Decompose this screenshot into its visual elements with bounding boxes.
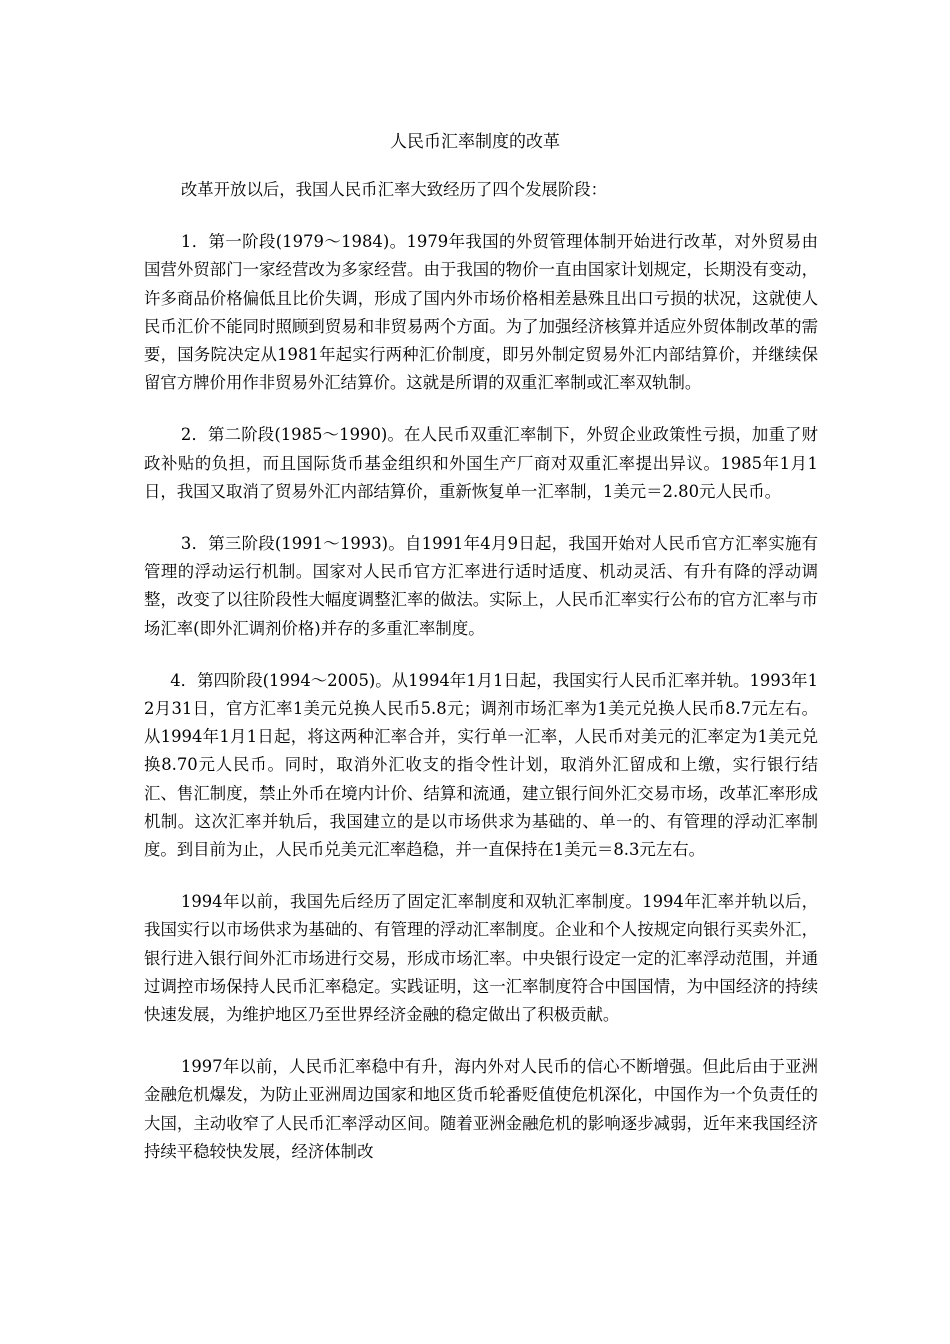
paragraph-before-1994: 1994年以前，我国先后经历了固定汇率制度和双轨汇率制度。1994年汇率并轨以后，我国实行以市场供求为基础的、有管理的浮动汇率制度。企业和个人按规定向银行买卖外汇，银行进入银行间外汇市场进行交易，形成市场汇率。中央银行设定一定的汇率浮动范围，并通过调控市场保持人民币汇率稳定。实践证明，这一汇率制度符合中国国情，为中国经济的持续快速发展，为维护地区乃至世界经济金融的稳定做出了积极贡献。 <box>144 892 818 1025</box>
document-body <box>144 176 818 1190</box>
paragraph-before-1997: 1997年以前，人民币汇率稳中有升，海内外对人民币的信心不断增强。但此后由于亚洲金融危机爆发，为防止亚洲周边国家和地区货币轮番贬值使危机深化，中国作为一个负责任的大国，主动收窄了人民币汇率浮动区间。随着亚洲金融危机的影响逐步减弱，近年来我国经济持续平稳较快发展，经济体制改 <box>144 1057 818 1161</box>
document-title: 人民币汇率制度的改革 <box>390 132 560 152</box>
paragraph-stage-3: 3．第三阶段(1991～1993)。自1991年4月9日起，我国开始对人民币官方汇率实施有管理的浮动运行机制。国家对人民币官方汇率进行适时适度、机动灵活、有升有降的浮动调整，改变了以往阶段性大幅度调整汇率的做法。实际上，人民币汇率实行公布的官方汇率与市场汇率(即外汇调剂价格)并存的多重汇率制度。 <box>144 534 818 638</box>
paragraph-stage-2: 2．第二阶段(1985～1990)。在人民币双重汇率制下，外贸企业政策性亏损，加重了财政补贴的负担，而且国际货币基金组织和外国生产厂商对双重汇率提出异议。1985年1月1日，我国又取消了贸易外汇内部结算价，重新恢复单一汇率制，1美元＝2.80元人民币。 <box>144 425 818 501</box>
paragraph-intro: 改革开放以后，我国人民币汇率大致经历了四个发展阶段： <box>180 180 608 199</box>
paragraph-stage-4: 4．第四阶段(1994～2005)。从1994年1月1日起，我国实行人民币汇率并轨。1993年12月31日，官方汇率1美元兑换人民币5.8元；调剂市场汇率为1美元兑换人民币8.7元左右。从1994年1月1日起，将这两种汇率合并，实行单一汇率，人民币对美元的汇率定为1美元兑换8.70元人民币。同时，取消外汇收支的指令性计划，取消外汇留成和上缴，实行银行结汇、售汇制度，禁止外币在境内计价、结算和流通，建立银行间外汇交易市场，改革汇率形成机制。这次汇率并轨后，我国建立的是以市场供求为基础的、单一的、有管理的浮动汇率制度。到目前为止，人民币兑美元汇率趋稳，并一直保持在1美元＝8.3元左右。 <box>144 670 818 860</box>
paragraph-stage-1: 1．第一阶段(1979～1984)。1979年我国的外贸管理体制开始进行改革，对外贸易由国营外贸部门一家经营改为多家经营。由于我国的物价一直由国家计划规定，长期没有变动，许多商品价格偏低且比价失调，形成了国内外市场价格相差悬殊且出口亏损的状况，这就使人民币汇价不能同时照顾到贸易和非贸易两个方面。为了加强经济核算并适应外贸体制改革的需要，国务院决定从1981年起实行两种汇价制度，即另外制定贸易外汇内部结算价，并继续保留官方牌价用作非贸易外汇结算价。这就是所谓的双重汇率制或汇率双轨制。 <box>144 232 818 393</box>
